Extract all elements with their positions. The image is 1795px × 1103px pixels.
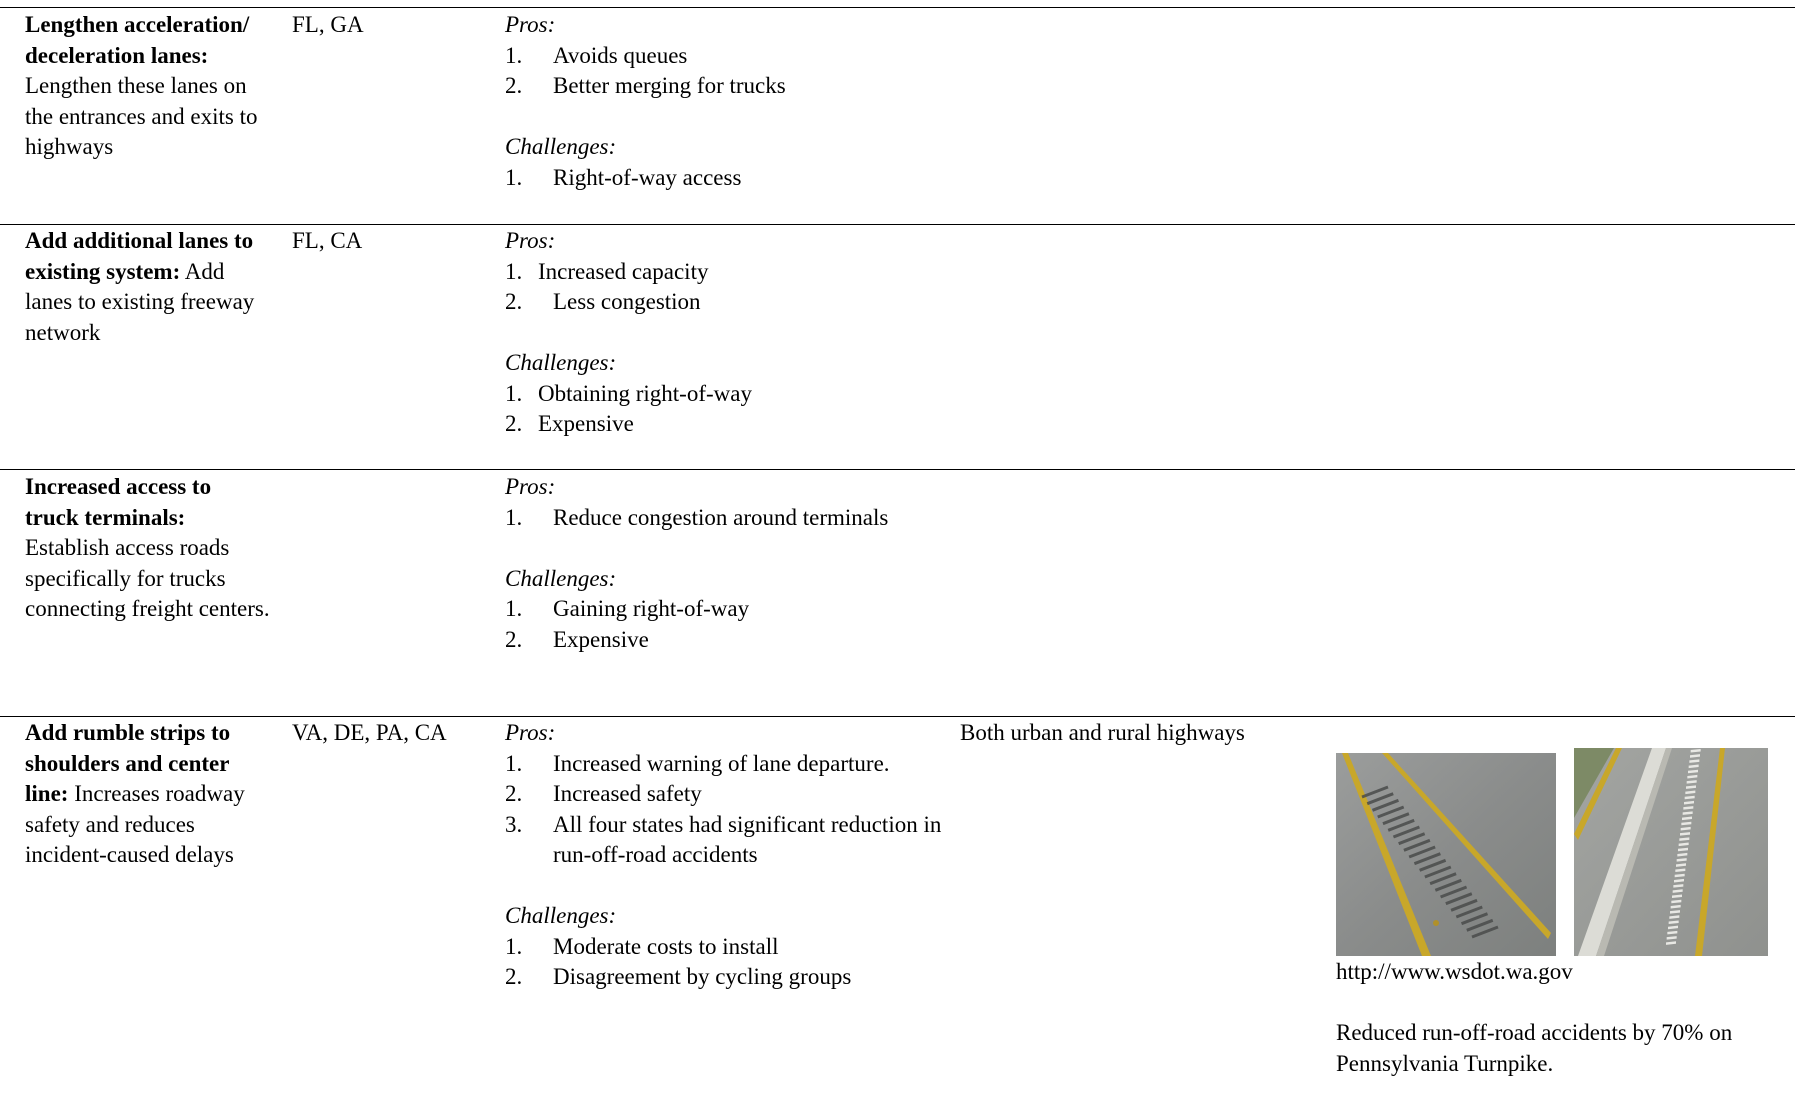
list-item: 3. All four states had significant reduction in run-off-road accidents [505,811,942,867]
rumble-strip-center-photo [1336,753,1556,956]
table-top-rule [0,7,1795,8]
challenges-heading: Challenges: [505,565,617,591]
list-item: 1. Reduce congestion around terminals [505,504,889,530]
strategy-description: Add lanes to existing freeway network [25,258,255,345]
challenges-heading: Challenges: [505,134,617,159]
strategy-description: Lengthen these lanes on the entrances and exits to highways [25,73,258,159]
table-row-strategy [25,472,270,625]
pros-heading: Pros: [505,474,556,499]
table-row-strategy [25,718,270,871]
challenges-heading: Challenges: [505,903,617,928]
pros-heading: Pros: [505,12,556,37]
pros-heading: Pros: [505,228,556,253]
challenges-heading: Challenges: [505,350,617,375]
strategy-title: Increased access to truck terminals: [25,474,212,530]
application-cell: Both urban and rural highways [960,720,1245,745]
list-item: 1. Gaining right-of-way [505,596,750,621]
states-cell: FL, GA [292,12,364,37]
pros-cons-cell [505,472,905,655]
photo-note-caption: Reduced run-off-road accidents by 70% on Pennsylvania Turnpike. [1336,1020,1733,1076]
row-divider [0,716,1795,717]
strategy-title: Add additional lanes to existing system: [25,228,254,284]
rumble-strip-shoulder-photo [1574,748,1768,956]
list-item: 1. Obtaining right-of-way [505,380,752,406]
strategy-description: Increases roadway safety and reduces incident-caused delays [25,781,245,867]
states-cell: FL, CA [292,228,363,253]
table-row-strategy [25,10,270,163]
strategy-title: Lengthen acceleration/ deceleration lanes: [25,12,250,68]
list-item: 2. Increased safety [505,781,702,806]
table-row-strategy [25,226,270,348]
pros-heading: Pros: [505,720,556,745]
list-item: 2. Better merging for trucks [505,73,786,98]
row-divider [0,224,1795,225]
pros-cons-cell [505,10,945,193]
list-item: 1. Moderate costs to install [505,933,779,959]
list-item: 1. Increased capacity [505,258,709,284]
pros-cons-cell [505,226,945,440]
states-cell: VA, DE, PA, CA [292,720,447,745]
list-item: 1. Right-of-way access [505,164,742,190]
list-item: 2. Expensive [505,626,649,652]
pros-cons-cell [505,718,945,993]
row-divider [0,469,1795,470]
list-item: 2. Expensive [505,411,634,436]
list-item: 2. Disagreement by cycling groups [505,964,852,989]
list-item: 1. Increased warning of lane departure. [505,750,890,776]
list-item: 1. Avoids queues [505,42,688,68]
photo-source-caption: http://www.wsdot.wa.gov [1336,959,1573,984]
strategy-title: Add rumble strips to shoulders and center line: [25,720,231,806]
list-item: 2. Less congestion [505,289,701,314]
strategy-description: Establish access roads specifically for trucks connecting freight centers. [25,535,270,621]
